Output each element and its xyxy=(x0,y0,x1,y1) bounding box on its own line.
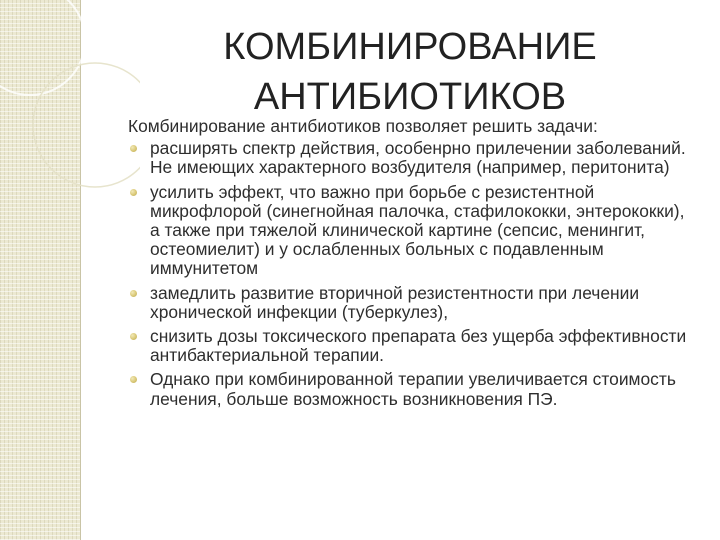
list-item-text: Однако при комбинированной терапии увеличивается стоимость лечения, больше возможность возникновения ПЭ. xyxy=(150,369,676,409)
bullet-icon xyxy=(130,376,137,383)
list-item xyxy=(128,183,698,279)
bullet-icon xyxy=(130,189,137,196)
bullet-list xyxy=(128,139,698,409)
list-item-text: замедлить развитие вторичной резистентности при лечении хронической инфекции (туберкулез), xyxy=(150,282,640,322)
slide-title: КОМБИНИРОВАНИЕ АНТИБИОТИКОВ xyxy=(223,26,597,118)
list-item-text: расширять спектр действия, особенрно прилечении заболеваний. Не имеющих характерного возбудителя (например, перитонита) xyxy=(150,138,686,178)
decorative-circles xyxy=(0,0,140,200)
list-item-text: снизить дозы токсического препарата без ущерба эффективности антибактериальной терапии. xyxy=(150,326,687,366)
slide-content xyxy=(128,117,698,414)
list-item xyxy=(128,284,698,322)
bullet-icon xyxy=(130,333,137,340)
list-item xyxy=(128,370,698,408)
bullet-icon xyxy=(130,290,137,297)
list-item-text: усилить эффект, что важно при борьбе с резистентной микрофлорой (синегнойная палочка, стафилококки, энтерококки), а также при тяжелой клинической картине (сепсис, менингит, остеомиелит) и у ослабленных больных с подавленным иммунитетом xyxy=(150,181,685,279)
list-item xyxy=(128,327,698,365)
bullet-icon xyxy=(130,145,137,152)
lead-text: Комбинирование антибиотиков позволяет решить задачи: xyxy=(128,116,598,136)
list-item xyxy=(128,139,698,177)
